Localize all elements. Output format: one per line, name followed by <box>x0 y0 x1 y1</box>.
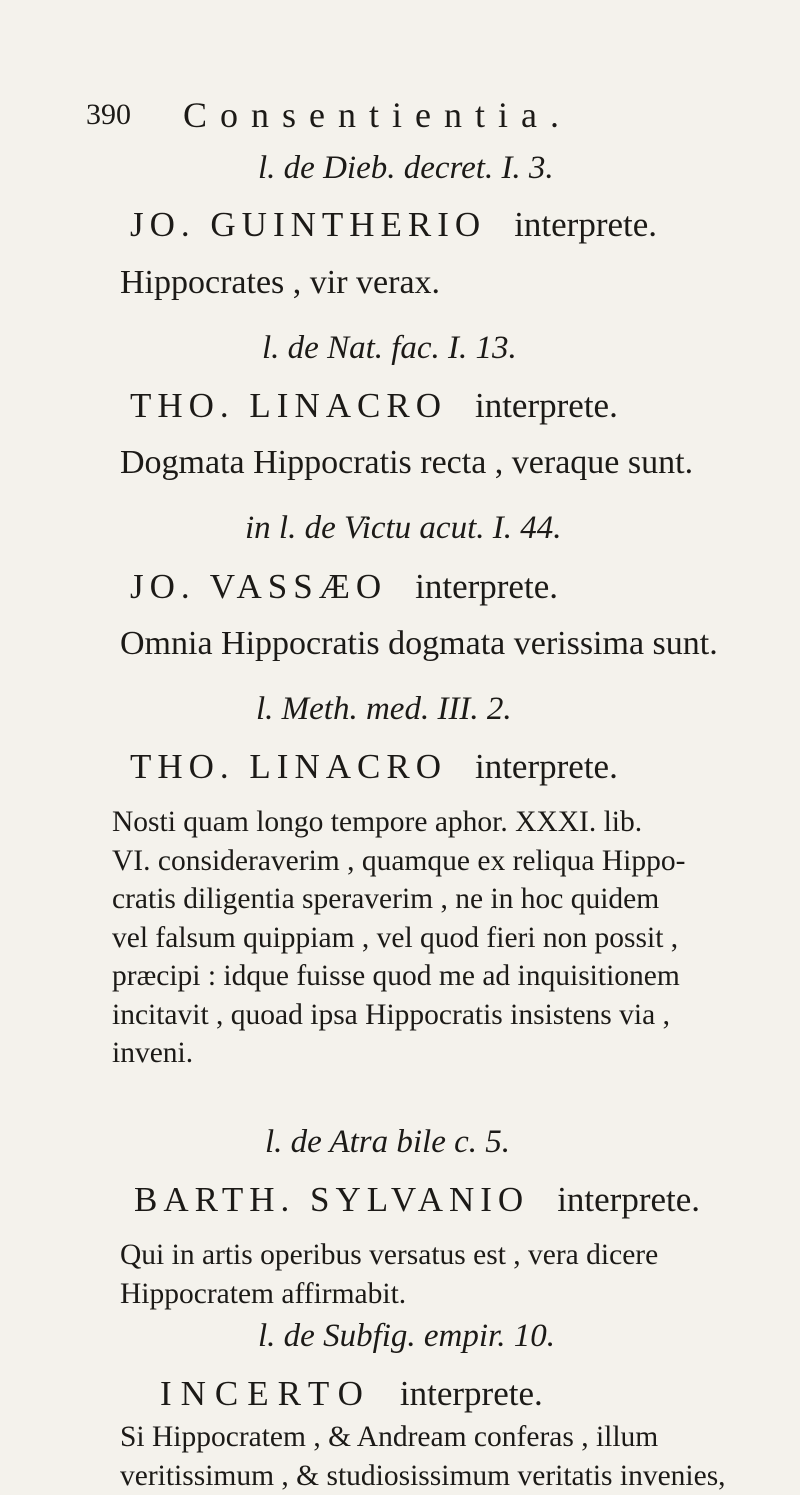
interpreter-name: THO. LINACRO <box>130 386 447 426</box>
interpreter-name: THO. LINACRO <box>130 747 447 787</box>
entry-quote-line: vel falsum quippiam , vel quod fieri non possit , <box>112 919 748 958</box>
entry-reference: in l. de Victu acut. I. 44. <box>245 510 561 547</box>
interpreter-label: interprete. <box>475 747 618 786</box>
entry-interpreter <box>130 386 618 426</box>
entry-quote-line: cratis diligentia speraverim , ne in hoc quidem <box>112 880 748 919</box>
interpreter-label: interprete. <box>557 1180 700 1219</box>
entry-reference: l. de Subfig. empir. 10. <box>258 1318 555 1355</box>
interpreter-label: interprete. <box>400 1374 543 1413</box>
entry-reference: l. Meth. med. III. 2. <box>256 691 512 728</box>
entry-interpreter <box>130 747 618 787</box>
interpreter-label: interprete. <box>415 567 558 606</box>
entry-reference: l. de Nat. fac. I. 13. <box>262 330 517 367</box>
page-number: 390 <box>86 98 131 132</box>
entry-quote-line: incitavit , quoad ipsa Hippocratis insistens via , <box>112 996 748 1035</box>
entry-quote-line: Si Hippocratem , & Andream conferas , illum <box>120 1418 748 1457</box>
entry-interpreter <box>160 1374 543 1414</box>
entry-quote-line: Dogmata Hippocratis recta , veraque sunt. <box>120 444 693 482</box>
entry-interpreter <box>130 205 657 245</box>
entry-reference: l. de Dieb. decret. I. 3. <box>258 150 554 187</box>
entry-quote-line: Nosti quam longo tempore aphor. XXXI. lib. <box>112 803 748 842</box>
interpreter-label: interprete. <box>514 205 657 244</box>
entry-quote-line: Hippocratem affirmabit. <box>120 1275 748 1314</box>
entry-quote <box>112 803 748 1073</box>
interpreter-name: INCERTO <box>160 1374 372 1414</box>
entry-quote-line: Qui in artis operibus versatus est , vera dicere <box>120 1236 748 1275</box>
entry-quote-line: VI. consideraverim , quamque ex reliqua Hippo- <box>112 842 748 881</box>
interpreter-name: BARTH. SYLVANIO <box>134 1180 529 1220</box>
entry-quote-line: veritissimum , & studiosissimum veritatis invenies, <box>120 1457 748 1495</box>
interpreter-name: JO. VASSÆO <box>130 567 387 607</box>
running-title: Consentientia. <box>183 94 572 136</box>
entry-reference: l. de Atra bile c. 5. <box>265 1124 510 1161</box>
entry-quote <box>120 1236 748 1313</box>
entry-quote-line: Hippocrates , vir verax. <box>120 264 440 302</box>
entry-interpreter <box>134 1180 700 1220</box>
entry-quote-line: præcipi : idque fuisse quod me ad inquisitionem <box>112 957 748 996</box>
entry-quote <box>120 1418 748 1495</box>
entry-quote-line: inveni. <box>112 1034 748 1073</box>
entry-interpreter <box>130 567 558 607</box>
interpreter-label: interprete. <box>475 386 618 425</box>
interpreter-name: JO. GUINTHERIO <box>130 205 486 245</box>
entry-quote-line: Omnia Hippocratis dogmata verissima sunt. <box>120 625 718 663</box>
